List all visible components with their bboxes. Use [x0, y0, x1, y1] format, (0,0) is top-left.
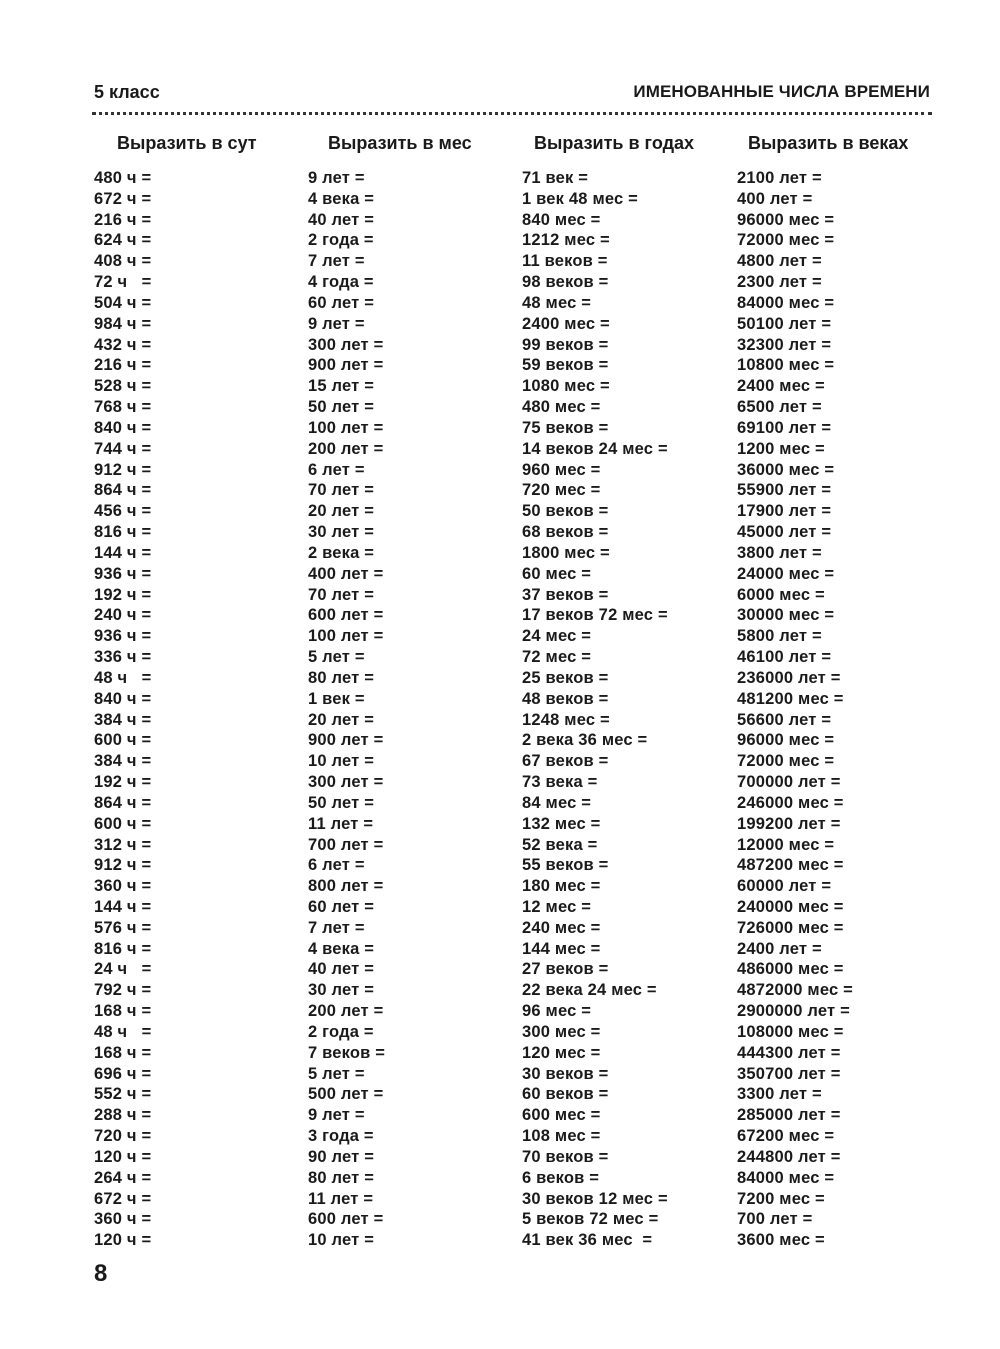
- exercise-item: 60 веков =: [522, 1085, 609, 1104]
- exercise-item: 6 веков =: [522, 1168, 600, 1187]
- exercise-item: 792 ч =: [94, 981, 152, 1000]
- exercise-item: 36000 мес =: [737, 460, 835, 479]
- exercise-item: 84000 мес =: [737, 1168, 835, 1187]
- column-header-days: Выразить в сут: [117, 133, 257, 153]
- exercise-item: 70 лет =: [308, 585, 375, 604]
- exercise-item: 108 мес =: [522, 1127, 601, 1146]
- exercise-item: 500 лет =: [308, 1085, 384, 1104]
- exercise-item: 800 лет =: [308, 877, 384, 896]
- exercise-column-years: [522, 168, 668, 1251]
- exercise-item: 480 мес =: [522, 398, 601, 417]
- exercise-item: 6 лет =: [308, 856, 365, 875]
- exercise-item: 69100 лет =: [737, 418, 832, 437]
- exercise-item: 240 ч =: [94, 606, 152, 625]
- exercise-item: 384 ч =: [94, 752, 152, 771]
- exercise-item: 10800 мес =: [737, 356, 835, 375]
- exercise-item: 1212 мес =: [522, 231, 610, 250]
- exercise-item: 4 года =: [308, 273, 374, 292]
- exercise-item: 2 века 36 мес =: [522, 731, 648, 750]
- exercise-item: 50 веков =: [522, 502, 609, 521]
- exercise-item: 72000 мес =: [737, 231, 835, 250]
- exercise-item: 360 ч =: [94, 877, 152, 896]
- exercise-item: 4 века =: [308, 189, 375, 208]
- exercise-item: 408 ч =: [94, 252, 152, 271]
- exercise-item: 72 ч =: [94, 273, 152, 292]
- exercise-item: 60 лет =: [308, 897, 375, 916]
- exercise-item: 3 года =: [308, 1127, 374, 1146]
- exercise-item: 7 лет =: [308, 918, 365, 937]
- exercise-item: 2900000 лет =: [737, 1002, 850, 1021]
- exercise-item: 67 веков =: [522, 752, 609, 771]
- exercise-item: 144 ч =: [94, 897, 152, 916]
- exercise-item: 700000 лет =: [737, 773, 841, 792]
- exercise-item: 15 лет =: [308, 377, 375, 396]
- exercise-item: 84000 мес =: [737, 293, 835, 312]
- exercise-item: 960 мес =: [522, 460, 601, 479]
- exercise-item: 32300 лет =: [737, 335, 832, 354]
- exercise-item: 240 мес =: [522, 918, 601, 937]
- exercise-item: 192 ч =: [94, 773, 152, 792]
- exercise-item: 2 века =: [308, 543, 375, 562]
- exercise-item: 480 ч =: [94, 169, 152, 187]
- exercise-item: 1080 мес =: [522, 377, 610, 396]
- exercise-item: 600 ч =: [94, 814, 152, 833]
- exercise-item: 840 ч =: [94, 689, 152, 708]
- exercise-item: 600 ч =: [94, 731, 152, 750]
- exercise-item: 481200 мес =: [737, 689, 844, 708]
- exercise-item: 24 мес =: [522, 627, 592, 646]
- exercise-item: 312 ч =: [94, 835, 152, 854]
- exercise-item: 2300 лет =: [737, 273, 822, 292]
- exercise-item: 336 ч =: [94, 648, 152, 667]
- exercise-item: 816 ч =: [94, 939, 152, 958]
- exercise-item: 864 ч =: [94, 481, 152, 500]
- exercise-item: 96 мес =: [522, 1002, 592, 1021]
- exercise-item: 46100 лет =: [737, 648, 832, 667]
- exercise-item: 840 мес =: [522, 210, 601, 229]
- exercise-item: 168 ч =: [94, 1002, 152, 1021]
- exercise-item: 5800 лет =: [737, 627, 822, 646]
- exercise-item: 72000 мес =: [737, 752, 835, 771]
- exercise-item: 30 веков 12 мес =: [522, 1189, 668, 1208]
- exercise-item: 70 веков =: [522, 1147, 609, 1166]
- exercise-item: 30 лет =: [308, 981, 375, 1000]
- exercise-item: 11 лет =: [308, 814, 374, 833]
- exercise-item: 84 мес =: [522, 793, 592, 812]
- exercise-item: 45000 лет =: [737, 523, 832, 542]
- exercise-item: 98 веков =: [522, 273, 609, 292]
- exercise-item: 216 ч =: [94, 210, 152, 229]
- exercise-item: 55 веков =: [522, 856, 609, 875]
- exercise-item: 6500 лет =: [737, 398, 822, 417]
- exercise-item: 2100 лет =: [737, 169, 822, 187]
- exercise-item: 50100 лет =: [737, 314, 832, 333]
- exercise-item: 1200 мес =: [737, 439, 825, 458]
- exercise-item: 30 веков =: [522, 1064, 609, 1083]
- exercise-item: 840 ч =: [94, 418, 152, 437]
- exercise-item: 24000 мес =: [737, 564, 835, 583]
- exercise-item: 700 лет =: [308, 835, 384, 854]
- grade-label: 5 класс: [94, 82, 160, 102]
- exercise-item: 27 веков =: [522, 960, 609, 979]
- exercise-item: 2 года =: [308, 231, 374, 250]
- exercise-item: 246000 мес =: [737, 793, 844, 812]
- exercise-item: 12 мес =: [522, 897, 592, 916]
- exercise-item: 67200 мес =: [737, 1127, 835, 1146]
- exercise-item: 768 ч =: [94, 398, 152, 417]
- exercise-item: 96000 мес =: [737, 731, 835, 750]
- exercise-item: 48 мес =: [522, 293, 592, 312]
- exercise-item: 552 ч =: [94, 1085, 152, 1104]
- exercise-item: 4872000 мес =: [737, 981, 853, 1000]
- exercise-item: 2400 лет =: [737, 939, 822, 958]
- exercise-item: 22 века 24 мес =: [522, 981, 657, 1000]
- exercise-item: 20 лет =: [308, 710, 375, 729]
- exercise-item: 2 года =: [308, 1022, 374, 1041]
- exercise-item: 1 век 48 мес =: [522, 189, 639, 208]
- exercise-item: 672 ч =: [94, 1189, 152, 1208]
- exercise-item: 244800 лет =: [737, 1147, 841, 1166]
- exercise-item: 6000 мес =: [737, 585, 825, 604]
- exercise-column-centuries: [737, 168, 853, 1251]
- exercise-item: 75 веков =: [522, 418, 609, 437]
- exercise-item: 9 лет =: [308, 1106, 365, 1125]
- exercise-item: 50 лет =: [308, 793, 375, 812]
- exercise-item: 696 ч =: [94, 1064, 152, 1083]
- exercise-item: 24 ч =: [94, 960, 152, 979]
- exercise-item: 25 веков =: [522, 668, 609, 687]
- exercise-item: 576 ч =: [94, 918, 152, 937]
- exercise-item: 37 веков =: [522, 585, 609, 604]
- exercise-item: 56600 лет =: [737, 710, 832, 729]
- column-header-years: Выразить в годах: [534, 133, 695, 153]
- exercise-item: 1248 мес =: [522, 710, 610, 729]
- exercise-item: 48 ч =: [94, 668, 152, 687]
- exercise-item: 52 века =: [522, 835, 598, 854]
- exercise-item: 864 ч =: [94, 793, 152, 812]
- exercise-item: 600 мес =: [522, 1106, 601, 1125]
- exercise-item: 720 ч =: [94, 1127, 152, 1146]
- exercise-item: 100 лет =: [308, 627, 384, 646]
- exercise-item: 40 лет =: [308, 960, 375, 979]
- exercise-item: 816 ч =: [94, 523, 152, 542]
- exercise-item: 300 мес =: [522, 1022, 601, 1041]
- exercise-item: 744 ч =: [94, 439, 152, 458]
- exercise-item: 528 ч =: [94, 377, 152, 396]
- exercise-item: 504 ч =: [94, 293, 152, 312]
- exercise-item: 200 лет =: [308, 439, 384, 458]
- exercise-item: 48 ч =: [94, 1022, 152, 1041]
- exercise-item: 700 лет =: [737, 1210, 813, 1229]
- exercise-item: 912 ч =: [94, 856, 152, 875]
- exercise-item: 288 ч =: [94, 1106, 152, 1125]
- exercise-item: 20 лет =: [308, 502, 375, 521]
- exercise-item: 10 лет =: [308, 1231, 375, 1250]
- exercise-column-months: [308, 168, 385, 1251]
- exercise-item: 5 веков 72 мес =: [522, 1210, 659, 1229]
- page-header: [94, 80, 930, 106]
- exercise-item: 48 веков =: [522, 689, 609, 708]
- exercise-item: 5 лет =: [308, 1064, 365, 1083]
- exercise-item: 144 мес =: [522, 939, 601, 958]
- exercise-column-days: [94, 168, 152, 1251]
- exercise-item: 236000 лет =: [737, 668, 841, 687]
- exercise-item: 60 лет =: [308, 293, 375, 312]
- exercise-item: 99 веков =: [522, 335, 609, 354]
- exercise-item: 624 ч =: [94, 231, 152, 250]
- exercise-item: 1800 мес =: [522, 543, 610, 562]
- exercise-item: 68 веков =: [522, 523, 609, 542]
- exercise-item: 486000 мес =: [737, 960, 844, 979]
- exercise-item: 192 ч =: [94, 585, 152, 604]
- exercise-item: 487200 мес =: [737, 856, 844, 875]
- exercise-item: 9 лет =: [308, 169, 365, 187]
- exercise-item: 3800 лет =: [737, 543, 822, 562]
- exercise-item: 168 ч =: [94, 1043, 152, 1062]
- column-header-centuries: Выразить в веках: [748, 133, 909, 153]
- exercise-item: 100 лет =: [308, 418, 384, 437]
- exercise-item: 600 лет =: [308, 606, 384, 625]
- exercise-item: 432 ч =: [94, 335, 152, 354]
- exercise-item: 199200 лет =: [737, 814, 841, 833]
- exercise-item: 120 ч =: [94, 1147, 152, 1166]
- exercise-item: 444300 лет =: [737, 1043, 841, 1062]
- exercise-item: 4 века =: [308, 939, 375, 958]
- exercise-item: 1 век =: [308, 689, 365, 708]
- exercise-item: 350700 лет =: [737, 1064, 841, 1083]
- exercise-item: 285000 лет =: [737, 1106, 841, 1125]
- exercise-item: 80 лет =: [308, 668, 375, 687]
- exercise-item: 936 ч =: [94, 627, 152, 646]
- exercise-item: 50 лет =: [308, 398, 375, 417]
- exercise-item: 936 ч =: [94, 564, 152, 583]
- exercise-item: 216 ч =: [94, 356, 152, 375]
- exercise-item: 120 мес =: [522, 1043, 601, 1062]
- exercise-item: 180 мес =: [522, 877, 601, 896]
- exercise-item: 400 лет =: [737, 189, 813, 208]
- exercise-item: 6 лет =: [308, 460, 365, 479]
- exercise-item: 264 ч =: [94, 1168, 152, 1187]
- exercise-item: 912 ч =: [94, 460, 152, 479]
- exercise-item: 72 мес =: [522, 648, 592, 667]
- exercise-item: 80 лет =: [308, 1168, 375, 1187]
- exercise-item: 17 веков 72 мес =: [522, 606, 668, 625]
- exercise-item: 3300 лет =: [737, 1085, 822, 1104]
- column-header-months: Выразить в мес: [328, 133, 472, 153]
- exercise-item: 90 лет =: [308, 1147, 375, 1166]
- exercise-item: 7 лет =: [308, 252, 365, 271]
- exercise-item: 600 лет =: [308, 1210, 384, 1229]
- dotted-divider: [92, 112, 932, 115]
- exercise-item: 720 мес =: [522, 481, 601, 500]
- exercise-item: 60 мес =: [522, 564, 592, 583]
- exercise-item: 2400 мес =: [522, 314, 610, 333]
- exercise-item: 30000 мес =: [737, 606, 835, 625]
- exercise-item: 70 лет =: [308, 481, 375, 500]
- exercise-item: 73 века =: [522, 773, 598, 792]
- exercise-item: 240000 мес =: [737, 897, 844, 916]
- exercise-item: 132 мес =: [522, 814, 601, 833]
- exercise-item: 456 ч =: [94, 502, 152, 521]
- exercise-item: 41 век 36 мес =: [522, 1231, 653, 1250]
- exercise-item: 17900 лет =: [737, 502, 832, 521]
- exercise-item: 96000 мес =: [737, 210, 835, 229]
- exercise-item: 400 лет =: [308, 564, 384, 583]
- exercise-item: 200 лет =: [308, 1002, 384, 1021]
- exercise-item: 7200 мес =: [737, 1189, 825, 1208]
- exercise-item: 59 веков =: [522, 356, 609, 375]
- exercise-item: 11 веков =: [522, 252, 608, 271]
- exercise-item: 300 лет =: [308, 773, 384, 792]
- exercise-item: 71 век =: [522, 169, 589, 187]
- exercise-item: 384 ч =: [94, 710, 152, 729]
- exercise-item: 726000 мес =: [737, 918, 844, 937]
- exercise-item: 9 лет =: [308, 314, 365, 333]
- exercise-item: 900 лет =: [308, 731, 384, 750]
- exercise-item: 3600 мес =: [737, 1231, 825, 1250]
- exercise-item: 2400 мес =: [737, 377, 825, 396]
- topic-title: ИМЕНОВАННЫЕ ЧИСЛА ВРЕМЕНИ: [633, 82, 930, 101]
- exercise-item: 120 ч =: [94, 1231, 152, 1250]
- exercise-item: 984 ч =: [94, 314, 152, 333]
- exercise-item: 144 ч =: [94, 543, 152, 562]
- exercise-item: 7 веков =: [308, 1043, 386, 1062]
- exercise-item: 55900 лет =: [737, 481, 832, 500]
- exercise-item: 900 лет =: [308, 356, 384, 375]
- exercise-item: 14 веков 24 мес =: [522, 439, 668, 458]
- exercise-item: 10 лет =: [308, 752, 375, 771]
- exercise-item: 11 лет =: [308, 1189, 374, 1208]
- exercise-item: 12000 мес =: [737, 835, 835, 854]
- exercise-item: 300 лет =: [308, 335, 384, 354]
- page-number: 8: [94, 1260, 108, 1287]
- exercise-item: 60000 лет =: [737, 877, 832, 896]
- exercise-item: 5 лет =: [308, 648, 365, 667]
- exercise-item: 108000 мес =: [737, 1022, 844, 1041]
- exercise-item: 360 ч =: [94, 1210, 152, 1229]
- exercise-item: 4800 лет =: [737, 252, 822, 271]
- exercise-item: 30 лет =: [308, 523, 375, 542]
- exercise-item: 672 ч =: [94, 189, 152, 208]
- exercise-item: 40 лет =: [308, 210, 375, 229]
